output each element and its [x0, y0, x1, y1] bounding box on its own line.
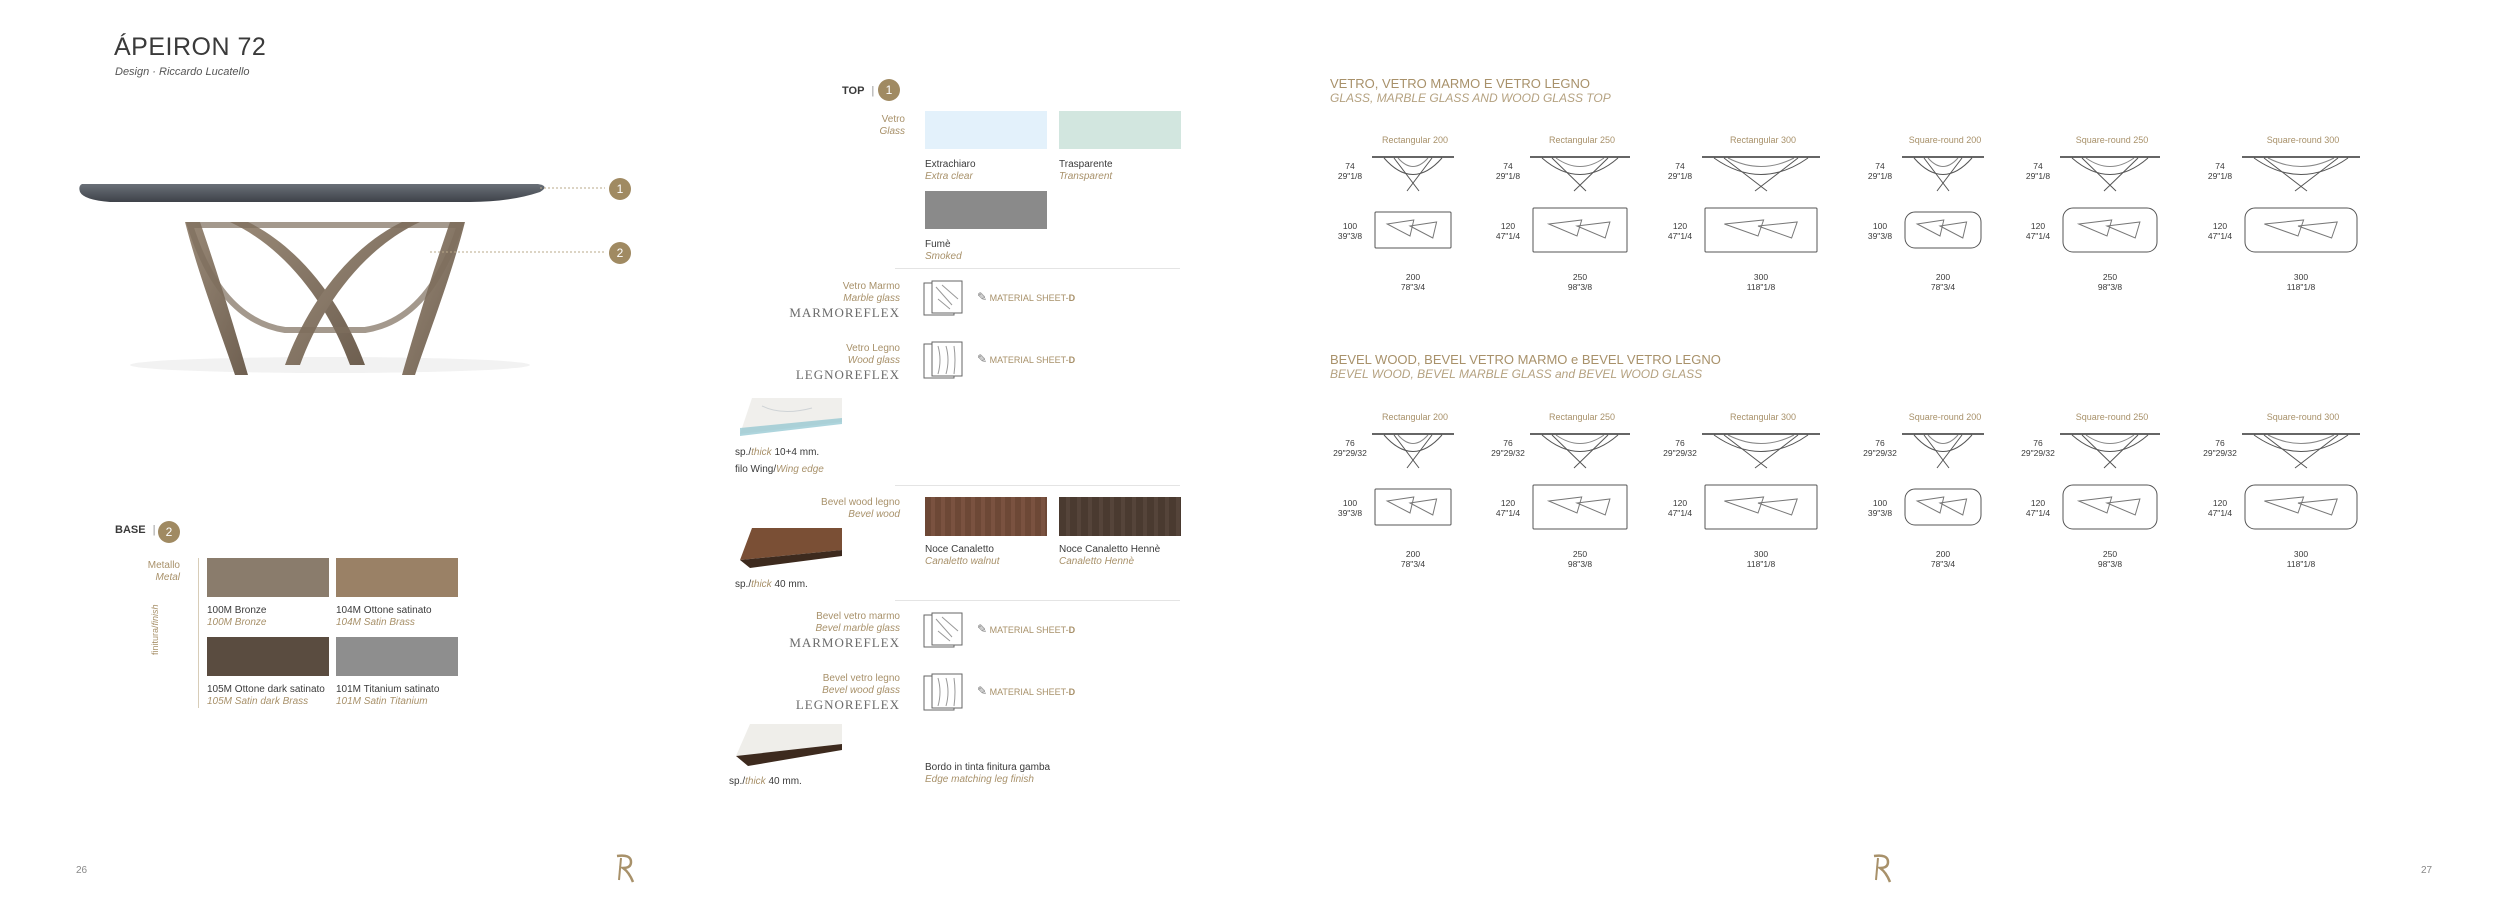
model-label: Rectangular 250: [1548, 412, 1616, 422]
dimension-drawing: [1330, 135, 1480, 295]
length-dim: 250 98"3/8: [1567, 272, 1593, 292]
section-1-title: VETRO, VETRO MARMO E VETRO LEGNO GLASS, MARBLE GLASS AND WOOD GLASS TOP: [1330, 76, 1611, 105]
length-dim: 250 98"3/8: [2097, 272, 2123, 292]
bevel-edge-sample: [728, 722, 844, 770]
designer-credit: Design · Riccardo Lucatello: [115, 66, 250, 78]
edge-finish-label: Bordo in tinta finitura gamba Edge matching leg finish: [925, 762, 1051, 785]
length-dim: 250 98"3/8: [2097, 549, 2123, 569]
divider: [895, 485, 1180, 486]
model-label: Square-round 300: [2266, 412, 2340, 422]
callout-1: 1: [609, 178, 631, 200]
length-dim: 300 118"1/8: [2286, 272, 2316, 292]
width-dim: 120 47"1/4: [1667, 498, 1693, 518]
swatch-101m-titanium[interactable]: [336, 637, 458, 676]
model-label: Square-round 250: [2075, 412, 2149, 422]
glass-item-label: Trasparente Transparent: [1059, 159, 1113, 182]
dimension-drawing: [2018, 135, 2168, 295]
base-item-label: 105M Ottone dark satinato 105M Satin dark Brass: [207, 684, 325, 707]
swatch-100m-bronze[interactable]: [207, 558, 329, 597]
swatch-trasparente[interactable]: [1059, 111, 1181, 149]
width-dim: 120 47"1/4: [2207, 498, 2233, 518]
thickness-label: sp./thick 40 mm.: [735, 579, 808, 590]
width-dim: 100 39"3/8: [1337, 221, 1363, 241]
material-sample-icon: [922, 672, 964, 712]
length-dim: 250 98"3/8: [1567, 549, 1593, 569]
glass-item-label: Extrachiaro Extra clear: [925, 159, 976, 182]
swatch-noce-canaletto[interactable]: [925, 497, 1047, 536]
section-2-title: BEVEL WOOD, BEVEL VETRO MARMO e BEVEL VETRO LEGNO BEVEL WOOD, BEVEL MARBLE GLASS and BEVEL WOOD GLASS: [1330, 352, 1721, 381]
height-dim: 74 29"1/8: [1667, 161, 1693, 181]
width-dim: 120 47"1/4: [1667, 221, 1693, 241]
width-dim: 120 47"1/4: [1495, 221, 1521, 241]
base-heading: BASE |: [115, 524, 156, 536]
dimension-drawing: [2018, 412, 2168, 572]
material-sample-icon: [922, 340, 964, 380]
base-label: BASE: [115, 524, 146, 536]
length-dim: 300 118"1/8: [2286, 549, 2316, 569]
legnoreflex-logo: LEGNOREFLEX: [795, 367, 900, 382]
height-dim: 74 29"1/8: [1337, 161, 1363, 181]
table-illustration: [70, 170, 670, 380]
swatch-noce-canaletto-henne[interactable]: [1059, 497, 1181, 536]
model-label: Rectangular 200: [1381, 412, 1449, 422]
dimension-drawing: [1660, 412, 1810, 572]
callout-2: 2: [609, 242, 631, 264]
brand-logo: [1870, 852, 1894, 884]
swatch-extrachiaro[interactable]: [925, 111, 1047, 149]
swatch-105m-ottone-dark[interactable]: [207, 637, 329, 676]
height-dim: 74 29"1/8: [1495, 161, 1521, 181]
model-label: Square-round 200: [1908, 135, 1982, 145]
paperclip-icon: ✎: [977, 290, 988, 304]
thickness-label: sp./thick 10+4 mm.: [735, 447, 820, 458]
height-dim: 76 29"29/32: [1333, 438, 1367, 458]
material-sheet-link[interactable]: ✎ MATERIAL SHEET-D: [977, 290, 1076, 304]
top-label: TOP: [842, 85, 865, 97]
dimension-drawing: [1860, 412, 2010, 572]
base-item-label: 104M Ottone satinato 104M Satin Brass: [336, 605, 432, 628]
height-dim: 76 29"29/32: [2021, 438, 2055, 458]
base-number: 2: [158, 521, 180, 543]
dimension-drawing: [1860, 135, 2010, 295]
paperclip-icon: ✎: [977, 352, 988, 366]
dimension-drawing: [1330, 412, 1480, 572]
base-item-label: 101M Titanium satinato 101M Satin Titanium: [336, 684, 440, 707]
model-label: Square-round 300: [2266, 135, 2340, 145]
wood-item-label: Noce Canaletto Canaletto walnut: [925, 544, 1000, 567]
dimension-drawing: [1488, 135, 1638, 295]
width-dim: 100 39"3/8: [1867, 498, 1893, 518]
glass-label: Vetro Glass: [879, 114, 905, 137]
height-dim: 74 29"1/8: [1867, 161, 1893, 181]
material-sheet-link[interactable]: ✎ MATERIAL SHEET-D: [977, 622, 1076, 636]
bevel-marmo-label: Bevel vetro marmo Bevel marble glass MARMOREFLEX: [780, 611, 900, 649]
width-dim: 120 47"1/4: [2207, 221, 2233, 241]
swatch-fume[interactable]: [925, 191, 1047, 229]
finish-vertical-label: finitura/finish: [150, 604, 160, 655]
glass-item-label: Fumè Smoked: [925, 239, 962, 262]
length-dim: 200 78"3/4: [1930, 272, 1956, 292]
length-dim: 200 78"3/4: [1400, 272, 1426, 292]
top-number: 1: [878, 79, 900, 101]
divider: [895, 268, 1180, 269]
brand-logo: [613, 852, 637, 884]
model-label: Square-round 200: [1908, 412, 1982, 422]
thickness-label: sp./thick 40 mm.: [729, 776, 802, 787]
material-sheet-link[interactable]: ✎ MATERIAL SHEET-D: [977, 684, 1076, 698]
length-dim: 200 78"3/4: [1930, 549, 1956, 569]
width-dim: 100 39"3/8: [1867, 221, 1893, 241]
dimension-drawing: [2200, 412, 2350, 572]
material-sample-icon: [922, 279, 964, 317]
model-label: Square-round 250: [2075, 135, 2149, 145]
model-label: Rectangular 200: [1381, 135, 1449, 145]
glass-edge-sample: [732, 392, 844, 436]
height-dim: 76 29"29/32: [2203, 438, 2237, 458]
bevel-legno-label: Bevel vetro legno Bevel wood glass LEGNOREFLEX: [780, 673, 900, 711]
wood-item-label: Noce Canaletto Hennè Canaletto Hennè: [1059, 544, 1161, 567]
height-dim: 76 29"29/32: [1863, 438, 1897, 458]
length-dim: 200 78"3/4: [1400, 549, 1426, 569]
vetro-marmo-label: Vetro Marmo Marble glass MARMOREFLEX: [780, 281, 900, 319]
dimension-drawing: [1488, 412, 1638, 572]
edge-label: filo Wing/Wing edge: [735, 464, 824, 475]
model-label: Rectangular 300: [1729, 412, 1797, 422]
width-dim: 120 47"1/4: [1495, 498, 1521, 518]
height-dim: 76 29"29/32: [1491, 438, 1525, 458]
length-dim: 300 118"1/8: [1746, 549, 1776, 569]
legnoreflex-logo: LEGNOREFLEX: [795, 697, 900, 712]
height-dim: 74 29"1/8: [2025, 161, 2051, 181]
height-dim: 74 29"1/8: [2207, 161, 2233, 181]
length-dim: 300 118"1/8: [1746, 272, 1776, 292]
width-dim: 120 47"1/4: [2025, 221, 2051, 241]
finish-divider: [198, 558, 199, 708]
marmoreflex-logo: MARMOREFLEX: [789, 635, 900, 650]
paperclip-icon: ✎: [977, 684, 988, 698]
dimension-drawing: [1660, 135, 1810, 295]
material-sheet-link[interactable]: ✎ MATERIAL SHEET-D: [977, 352, 1076, 366]
marmoreflex-logo: MARMOREFLEX: [789, 305, 900, 320]
top-heading: TOP |: [842, 85, 875, 97]
height-dim: 76 29"29/32: [1663, 438, 1697, 458]
base-item-label: 100M Bronze 100M Bronze: [207, 605, 267, 628]
width-dim: 120 47"1/4: [2025, 498, 2051, 518]
bevel-wood-label: Bevel wood legno Bevel wood: [821, 497, 900, 520]
paperclip-icon: ✎: [977, 622, 988, 636]
wood-edge-sample: [732, 526, 844, 572]
page-number-left: 26: [76, 865, 88, 876]
model-label: Rectangular 250: [1548, 135, 1616, 145]
page-number-right: 27: [2421, 865, 2433, 876]
material-sample-icon: [922, 611, 964, 649]
base-metal-label: Metallo Metal: [147, 560, 180, 583]
model-label: Rectangular 300: [1729, 135, 1797, 145]
dimension-drawing: [2200, 135, 2350, 295]
page-title: ÁPEIRON 72: [114, 33, 267, 61]
divider: [895, 600, 1180, 601]
swatch-104m-ottone[interactable]: [336, 558, 458, 597]
width-dim: 100 39"3/8: [1337, 498, 1363, 518]
vetro-legno-label: Vetro Legno Wood glass LEGNOREFLEX: [780, 343, 900, 381]
